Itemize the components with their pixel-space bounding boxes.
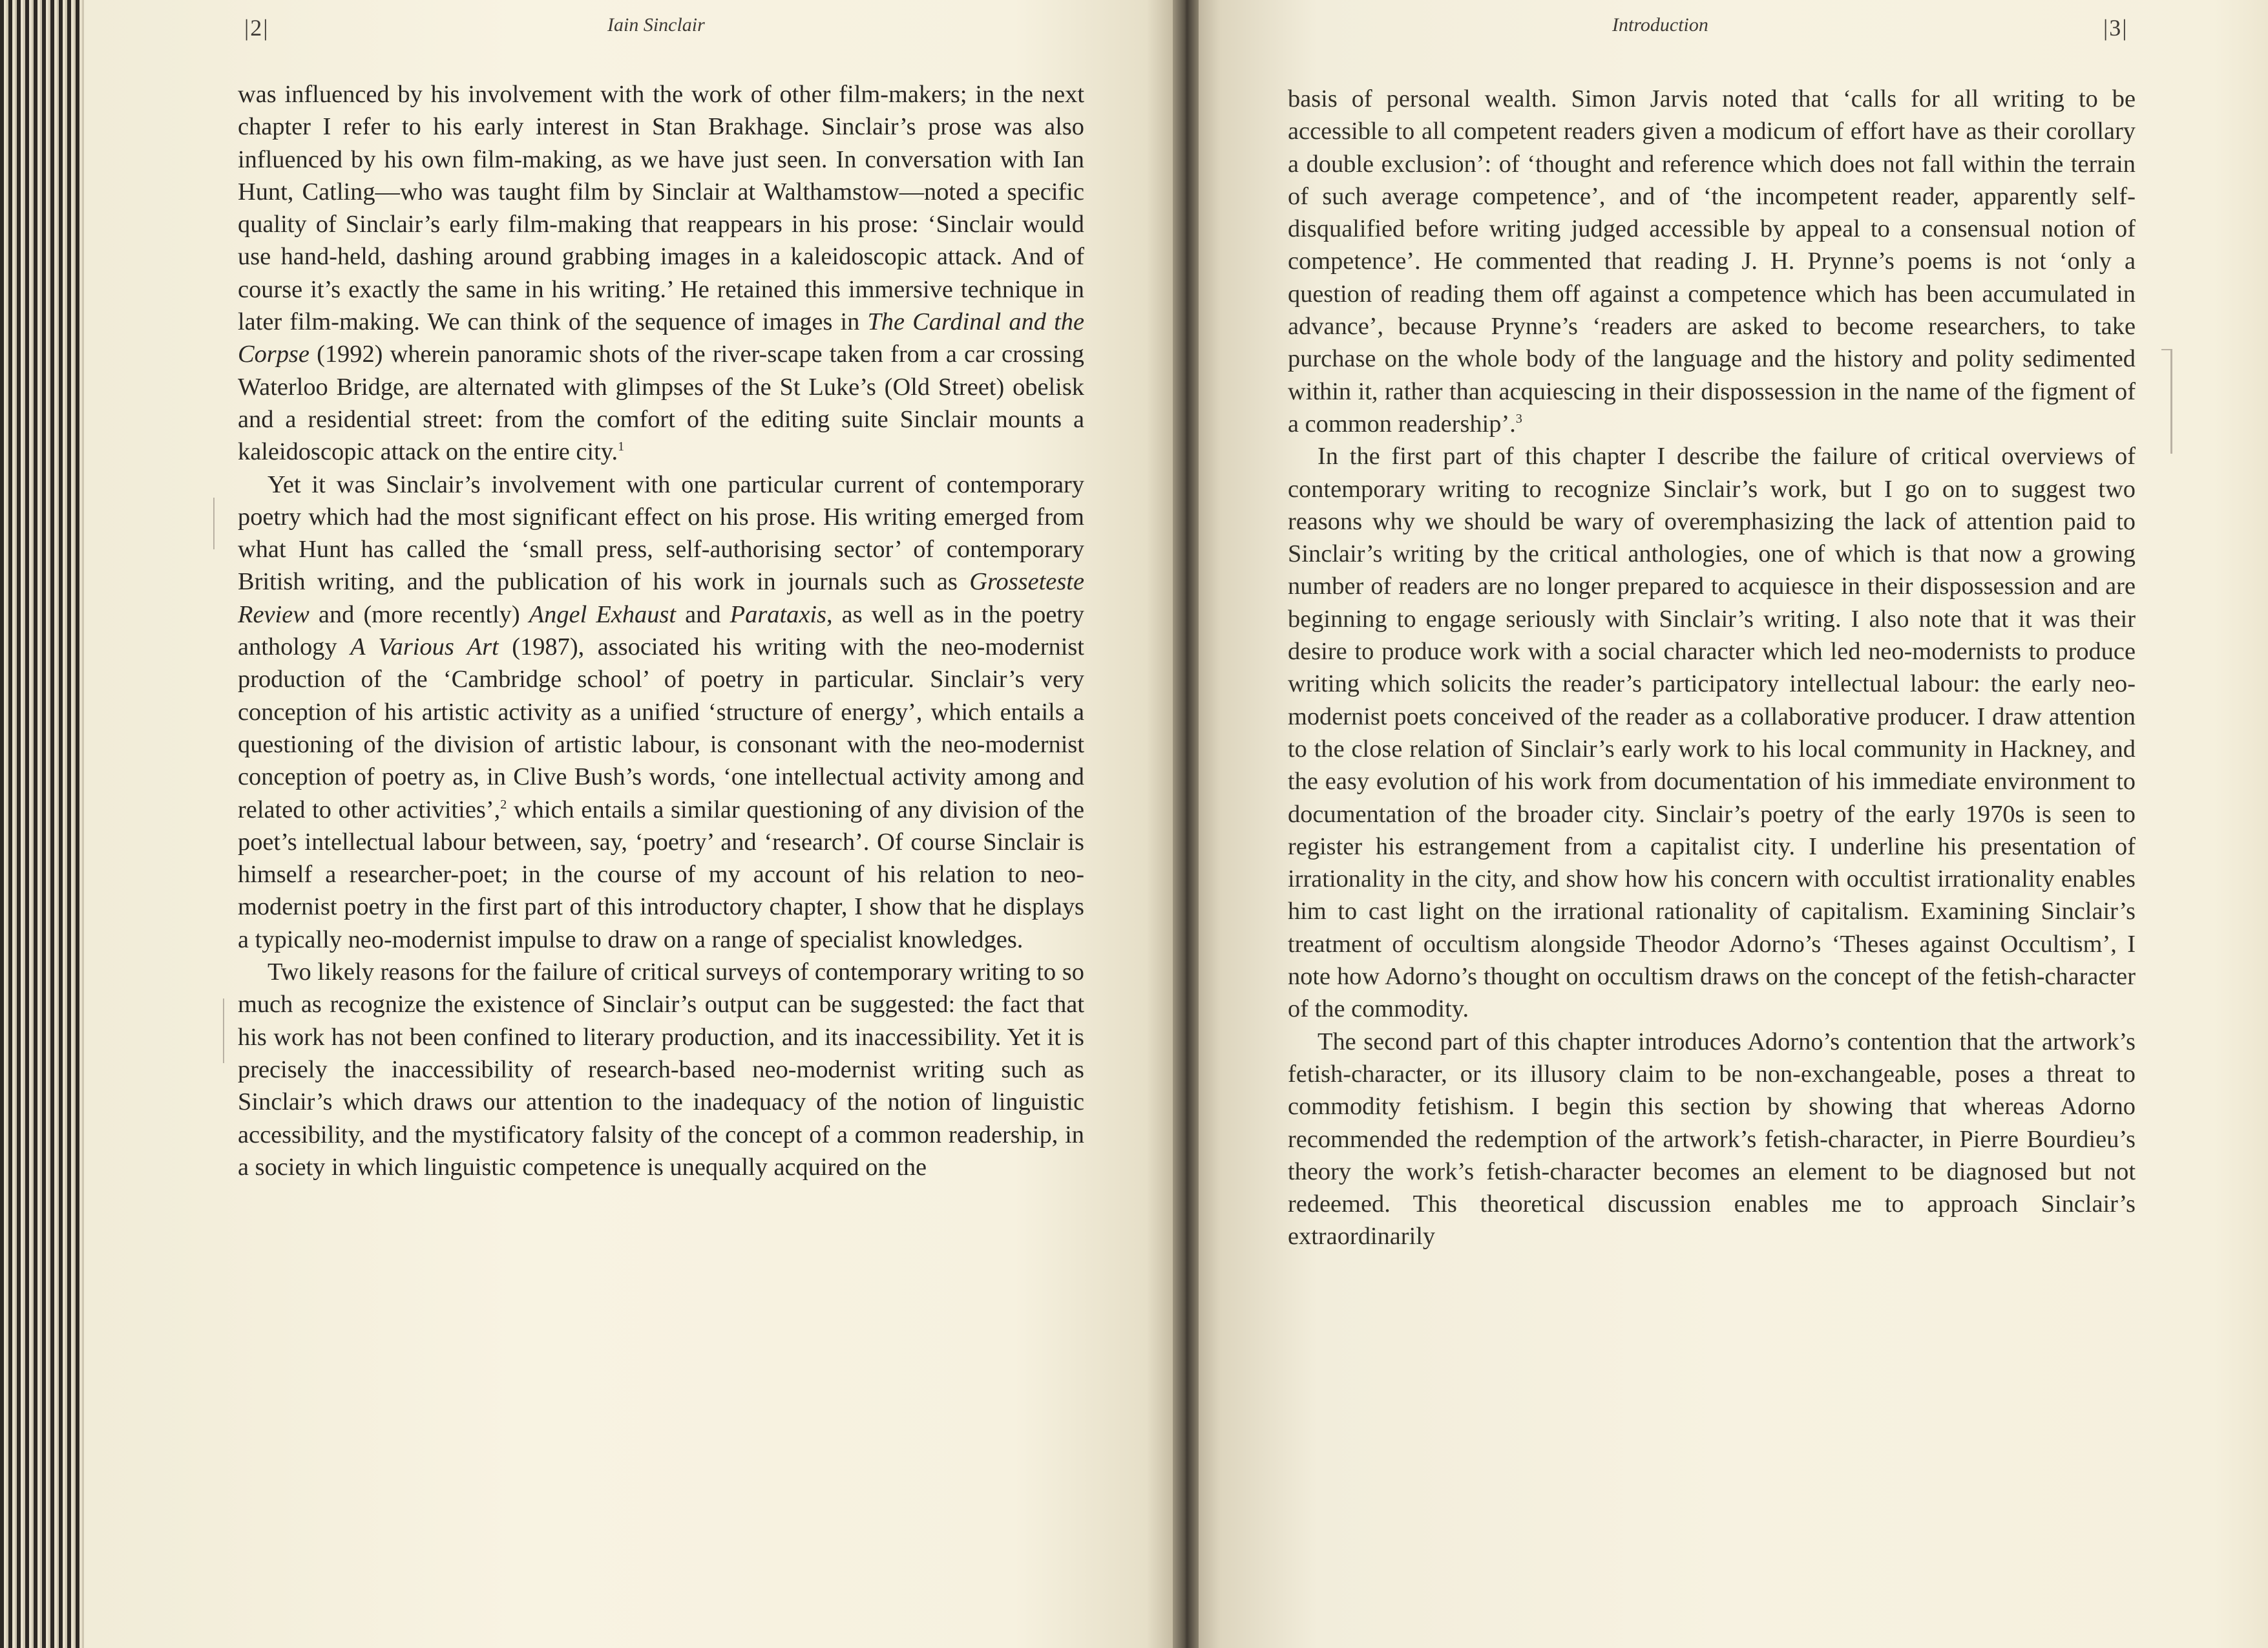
text-run: Two likely reasons for the failure of critical surveys of contemporary writing to so much as recognize the existence of Sinclair’s output can be suggested: the fact that his work has not been confined to literary production, and its inaccessibility. Yet it is precisely the inaccessibility of research-based neo-modernist writing such as Sinclair’s which draws our attention to the inadequacy of the notion of linguistic accessibility, and the mystificatory falsity of the concept of a common readership, in a society in which linguistic competence is unequally acquired on the	[238, 958, 1084, 1181]
book-gutter	[1173, 0, 1199, 1648]
text-run: which entails a similar questioning of any division of the poet’s intellectual labour between, say, ‘poetry’ and ‘research’. Of course Sinclair is himself a researcher-poet; in the course of my account of his relation to neo-modernist poetry in the first part of this introductory chapter, I show that he displays a typically neo-modernist impulse to draw on a range of specialist knowledges.	[238, 796, 1084, 953]
text-run: (1987), associated his writing with the neo-modernist production of the ‘Cambridge school’ of poetry in particular. Sinclair’s very conception of his artistic activity as a unified ‘structure of energy’, which entails a questioning of the division of artistic labour, is consonant with the neo-modernist conception of poetry as, in Clive Bush’s words, ‘one intellectual activity among and related to other activities’,	[238, 633, 1084, 823]
italic-title: Parataxis	[730, 600, 826, 628]
text-run: , as well as in the poetry anthology	[238, 600, 1085, 661]
margin-pencil-mark	[223, 998, 228, 1063]
italic-title: A Various Art	[350, 633, 499, 661]
text-run: basis of personal wealth. Simon Jarvis noted that ‘calls for all writing to be accessible to all competent readers given a modicum of effort have as their corollary a double exclusion’: of ‘thought and reference which does not fall within the terrain of such average competence’, and of ‘the incompetent reader, apparently self-disqualified before writing judged accessible by appeal to a consensual notion of competence’. He commented that reading J. H. Prynne’s poems is not ‘only a question of reading them off against a competence which has been accumulated in advance’, because Prynne’s ‘readers are asked to become researchers, to take purchase on the whole body of the language and the history and polity sedimented within it, rather than acquiescing in their dispossession in the name of the figment of a common readership’.	[1288, 85, 2136, 438]
paragraph	[1288, 1026, 2136, 1253]
text-run: Yet it was Sinclair’s involvement with one particular current of contemporary poetry which had the most significant effect on his prose. His writing emerged from what Hunt has called the ‘small press, self-authorising sector’ of contemporary British writing, and the publication of his work in journals such as	[238, 470, 1084, 596]
right-body-text	[1288, 83, 2136, 1253]
text-run: The second part of this chapter introduces Adorno’s contention that the artwork’s fetish-character, or its illusory claim to be non-exchangeable, poses a threat to commodity fetishism. I begin this section by showing that whereas Adorno recommended the redemption of the artwork’s fetish-character, in Pierre Bourdieu’s theory the work’s fetish-character becomes an element to be diagnosed but not redeemed. This theoretical discussion enables me to approach Sinclair’s extraordinarily	[1288, 1028, 2136, 1251]
text-run: and (more recently)	[309, 600, 529, 628]
left-folio: |2|	[244, 15, 269, 41]
margin-pencil-mark	[213, 498, 220, 549]
text-run: and	[676, 600, 730, 628]
paragraph	[238, 78, 1084, 469]
page-edges	[0, 0, 97, 1648]
right-running-head: Introduction	[1612, 14, 1708, 36]
right-folio: |3|	[2103, 15, 2128, 41]
margin-pencil-mark	[2161, 349, 2172, 454]
paragraph	[238, 956, 1084, 1183]
left-running-head: Iain Sinclair	[607, 14, 705, 36]
italic-title: Angel Exhaust	[529, 600, 677, 628]
paragraph	[1288, 83, 2136, 440]
left-body-text	[238, 78, 1084, 1183]
text-run: (1992) wherein panoramic shots of the river-scape taken from a car crossing Waterloo Bridge, are alternated with glimpses of the St Luke’s (Old Street) obelisk and a residential street: from the comfort of the editing suite Sinclair mounts a kaleidoscopic attack on the entire city.	[238, 341, 1084, 466]
text-run: was influenced by his involvement with the work of other film-makers; in the next chapter I refer to his early interest in Stan Brakhage. Sinclair’s prose was also influenced by his own film-making, as we have just seen. In conversation with Ian Hunt, Catling—who was taught film by Sinclair at Walthamstow—noted a specific quality of Sinclair’s early film-making that reappears in his prose: ‘Sinclair would use hand-held, dashing around grabbing images in a kaleidoscopic attack. And of course it’s exactly the same in his writing.’ He retained this immersive technique in later film-making. We can think of the sequence of images in	[238, 81, 1084, 336]
footnote-ref: 1	[618, 439, 625, 454]
paragraph	[1288, 440, 2136, 1025]
italic-title: The Cardinal and the Corpse	[238, 308, 1084, 368]
text-run: In the first part of this chapter I describe the failure of critical overviews of contemporary writing to recognize Sinclair’s work, but I go on to suggest two reasons why we should be wary of overemphasizing the lack of attention paid to Sinclair’s writing by the critical anthologies, one of which is that now a growing number of readers are no longer prepared to acquiesce in their dispossession and are beginning to engage seriously with Sinclair’s writing. I also note that it was their desire to produce work with a social character which led neo-modernists to produce writing which solicits the reader’s participatory intellectual labour: the early neo-modernist poets conceived of the reader as a collaborative producer. I draw attention to the close relation of Sinclair’s early work to his local community in Hackney, and the easy evolution of his work from documentation of his immediate environment to documentation of the broader city. Sinclair’s poetry of the early 1970s is seen to register his estrangement from a capitalist city. I underline his presentation of irrationality in the city, and show how his concern with occultist irrationality enables him to cast light on the irrational rationality of capitalism. Examining Sinclair’s treatment of occultism alongside Theodor Adorno’s ‘Theses against Occultism’, I note how Adorno’s thought on occultism draws on the concept of the fetish-character of the commodity.	[1288, 443, 2136, 1023]
footnote-ref: 2	[500, 797, 507, 812]
italic-title: Grosseteste Review	[238, 568, 1084, 628]
paragraph	[238, 469, 1084, 956]
footnote-ref: 3	[1515, 412, 1522, 427]
